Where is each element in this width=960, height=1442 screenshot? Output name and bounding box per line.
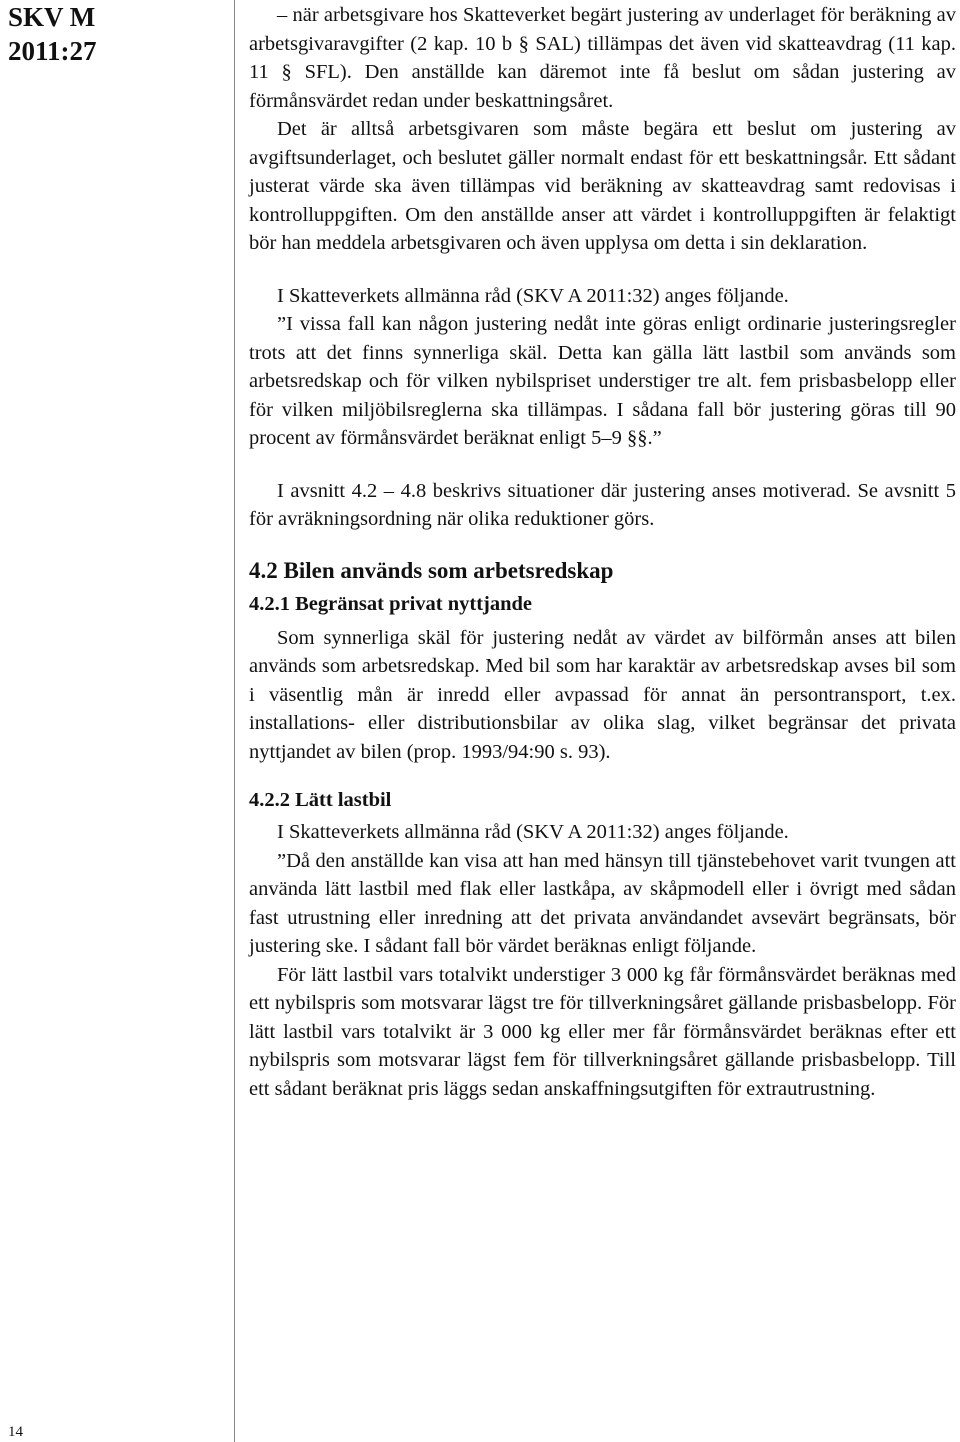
section-heading-4-2: 4.2 Bilen används som arbetsredskap — [249, 557, 614, 583]
document-body — [249, 1, 956, 1103]
paragraph-quote: ”Då den anställde kan visa att han med hänsyn till tjänstebehovet varit tvungen att använda lätt lastbil med flak eller lastkåpa, av skåpmodell eller i övrigt med sådan fast utrustning eller inredning att det privata användandet avsevärt begränsats, bör justering ske. I sådant fall bör värdet beräknas enligt följande. — [249, 849, 956, 957]
sidebar-margin — [0, 0, 235, 1442]
paragraph: Det är alltså arbetsgivaren som måste begära ett beslut om justering av avgiftsunderlaget, och beslutet gäller normalt endast för ett beskattningsår. Ett sådant justerat värde ska även tillämpas vid beräkning av skatteavdrag samt redovisas i kontrolluppgiften. Om den anställde anser att värdet i kontrolluppgiften är felaktigt bör han meddela arbetsgivaren och även upplysa om detta i sin deklaration. — [249, 118, 956, 254]
document-id-number: 2011:27 — [8, 36, 97, 66]
paragraph-advice-intro: I Skatteverkets allmänna råd (SKV A 2011:32) anges följande. — [277, 821, 789, 843]
document-id — [8, 0, 97, 68]
paragraph: Som synnerliga skäl för justering nedåt av värdet av bilförmån anses att bilen används som arbetsredskap. Med bil som har karaktär av arbetsredskap avses bil som i väsentlig mån är inredd eller avpassad för annat än persontransport, t.ex. installations- eller distributionsbilar av olika slag, vilket begränsar det privata nyttjandet av bilen (prop. 1993/94:90 s. 93). — [249, 626, 956, 763]
paragraph-quote: ”I vissa fall kan någon justering nedåt inte göras enligt ordinarie justeringsregler trots att det finns synnerliga skäl. Detta kan gälla lätt lastbil som används som arbetsredskap och för vilken nybilspriset understiger tre alt. fem prisbasbelopp eller för vilken miljöbilsreglerna ska tillämpas. I sådana fall bör justering göras till 90 procent av förmånsvärdet beräknat enligt 5–9 §§.” — [249, 313, 956, 449]
paragraph: I avsnitt 4.2 – 4.8 beskrivs situationer där justering anses motiverad. Se avsnitt 5 för avräkningsordning när olika reduktioner görs. — [249, 479, 956, 530]
paragraph-advice-intro: I Skatteverkets allmänna råd (SKV A 2011:32) anges följande. — [277, 284, 789, 307]
subsection-heading-4-2-2: 4.2.2 Lätt lastbil — [249, 789, 392, 811]
document-id-series: SKV M — [8, 2, 96, 32]
subsection-heading-4-2-1: 4.2.1 Begränsat privat nyttjande — [249, 592, 533, 615]
paragraph-dash-item: – när arbetsgivare hos Skatteverket begärt justering av underlaget för beräkning av arbetsgivaravgifter (2 kap. 10 b § SAL) tillämpas det även vid skatteavdrag (11 kap. 11 § SFL). Den anställde kan däremot inte få beslut om sådan justering av förmånsvärdet redan under beskattningsåret. — [249, 4, 956, 112]
paragraph-quote: För lätt lastbil vars totalvikt understiger 3 000 kg får förmånsvärdet beräknas med ett nybilspris som motsvarar lägst tre för tillverkningsåret gällande prisbasbelopp. För lätt lastbil vars totalvikt är 3 000 kg eller mer får förmånsvärdet beräknas efter ett nybilspris som motsvarar lägst fem för tillverkningsåret gällande prisbasbelopp. Till ett sådant beräknat pris läggs sedan anskaffningsutgiften för extrautrustning. — [249, 963, 956, 1100]
page-number: 14 — [8, 1424, 23, 1440]
